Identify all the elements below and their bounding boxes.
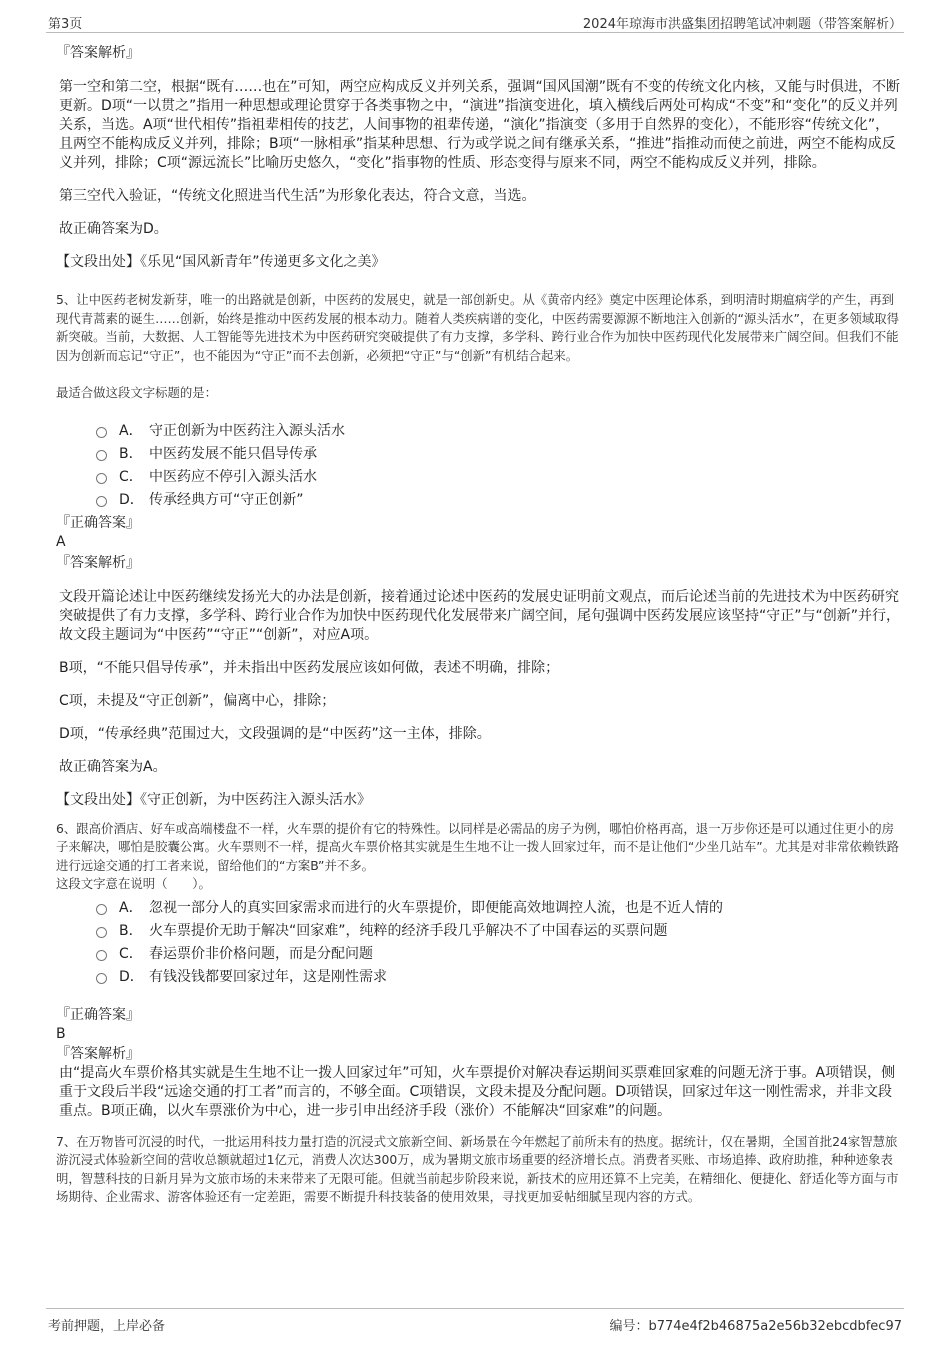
option-text: 守正创新为中医药注入源头活水 (149, 423, 345, 439)
option-text: 有钱没钱都要回家过年，这是刚性需求 (149, 969, 387, 985)
page-footer (46, 1308, 904, 1335)
option-text: 中医药发展不能只倡导传承 (149, 446, 317, 462)
q4-analysis-paragraph: 第三空代入验证，“传统文化照进当代生活”为形象化表达，符合文意，当选。 (59, 188, 536, 204)
q5-option-a[interactable] (96, 419, 902, 442)
q5-answer-label: 『正确答案』 (56, 514, 140, 531)
document-body (56, 44, 902, 1207)
option-letter: D． (119, 969, 144, 985)
q6-answer-label: 『正确答案』 (56, 1006, 140, 1023)
q6-answer: B (56, 1025, 66, 1042)
q7-stem: 7、在万物皆可沉浸的时代，一批运用科技力量打造的沉浸式文旅新空间、新场景在今年燃起了前所未有的热度。据统计，仅在暑期，全国首批24家智慧旅游沉浸式体验新空间的营收总额就超过1亿元，消费人次达300万，成为暑期文旅市场重要的经济增长点。消费者买账、市场追捧、政府助推，种种迹象表明，智慧科技的日新月异为文旅市场的未来带来了无限可能。但就当前起步阶段来说，新技术的应用还算不上完美，在精细化、便捷化、舒适化等方面与市场期待、企业需求、游客体验还有一定差距，需要不断提升科技装备的使用效果，寻找更加妥帖细腻呈现内容的方式。 (56, 1133, 899, 1204)
option-letter: A． (119, 900, 143, 916)
page-number: 第3页 (48, 17, 83, 32)
footer-slogan: 考前押题，上岸必备 (48, 1319, 166, 1334)
q5-option-c[interactable] (96, 465, 902, 488)
q4-answer-line: 故正确答案为D。 (59, 221, 168, 237)
q4-source: 【文段出处】《乐见“国风新青年”传递更多文化之美》 (56, 254, 386, 270)
option-text: 中医药应不停引入源头活水 (149, 469, 317, 485)
radio-icon[interactable] (96, 973, 107, 984)
q6-option-d[interactable] (96, 965, 902, 988)
option-text: 火车票提价无助于解决“回家难”，纯粹的经济手段几乎解决不了中国春运的买票问题 (149, 923, 668, 939)
radio-icon[interactable] (96, 904, 107, 915)
option-text: 忽视一部分人的真实回家需求而进行的火车票提价，即便能高效地调控人流，也是不近人情的 (149, 900, 723, 916)
radio-icon[interactable] (96, 427, 107, 438)
radio-icon[interactable] (96, 496, 107, 507)
q5-answer-line: 故正确答案为A。 (59, 758, 167, 775)
q6-analysis-label: 『答案解析』 (56, 1045, 140, 1062)
option-letter: C． (119, 469, 143, 485)
option-letter: C． (119, 946, 143, 962)
radio-icon[interactable] (96, 450, 107, 461)
radio-icon[interactable] (96, 950, 107, 961)
q5-question: 最适合做这段文字标题的是： (56, 385, 218, 400)
q6-option-a[interactable] (96, 896, 902, 919)
radio-icon[interactable] (96, 473, 107, 484)
page-header (46, 10, 904, 33)
q5-option-d[interactable] (96, 488, 902, 511)
q5-stem: 5、让中医药老树发新芽，唯一的出路就是创新，中医药的发展史，就是一部创新史。从《黄帝内经》奠定中医理论体系，到明清时期瘟病学的产生，再到现代青蒿素的诞生……创新，始终是推动中医药发展的根本动力。随着人类疾病谱的变化，中医药需要源源不断地注入创新的“源头活水”，在更多领域取得新突破。当前，大数据、人工智能等先进技术为中医药研究突破提供了有力支撑，多学科、跨行业合作为加快中医药现代化发展带来广阔空间。但我们不能因为创新而忘记“守正”，也不能因为“守正”而不去创新，必须把“守正”与“创新”有机结合起来。 (56, 292, 900, 363)
q5-options (56, 419, 902, 511)
q5-source: 【文段出处】《守正创新，为中医药注入源头活水》 (56, 791, 371, 808)
option-letter: D． (119, 492, 144, 508)
q4-analysis-label: 『答案解析』 (56, 45, 140, 61)
q5-analysis-paragraph: 文段开篇论述让中医药继续发扬光大的办法是创新，接着通过论述中医药的发展史证明前文观点，而后论述当前的先进技术为中医药研究突破提供了有力支撑，多学科、跨行业合作为加快中医药现代化发展带来广阔空间，尾句强调中医药发展应该坚持“守正”与“创新”并行，故文段主题词为“中医药”“守正”“创新”，对应A项。 (59, 588, 901, 643)
q6-option-c[interactable] (96, 942, 902, 965)
option-text: 春运票价非价格问题，而是分配问题 (149, 946, 373, 962)
q5-analysis-paragraph: B项，“不能只倡导传承”，并未指出中医药发展应该如何做，表述不明确，排除； (59, 659, 560, 676)
document-code: 编号：b774e4f2b46875a2e56b32ebcdbfec97 (609, 1319, 902, 1334)
option-letter: A． (119, 423, 143, 439)
option-letter: B． (119, 923, 143, 939)
q5-analysis-paragraph: D项，“传承经典”范围过大，文段强调的是“中医药”这一主体，排除。 (59, 725, 491, 742)
radio-icon[interactable] (96, 927, 107, 938)
document-title: 2024年琼海市洪盛集团招聘笔试冲刺题（带答案解析） (582, 17, 902, 32)
q6-option-b[interactable] (96, 919, 902, 942)
option-letter: B． (119, 446, 143, 462)
option-text: 传承经典方可“守正创新” (149, 492, 304, 508)
q5-answer: A (56, 533, 66, 550)
q5-option-b[interactable] (96, 442, 902, 465)
q6-stem: 6、跟高价酒店、好车或高端楼盘不一样，火车票的提价有它的特殊性。以同样是必需品的房子为例，哪怕价格再高，退一万步你还是可以通过住更小的房子来解决，哪怕是胶囊公寓。火车票则不一样，提高火车票价格其实就是生生地不让一拨人回家过年，而不是让他们“少坐几站车”。尤其是对非常依赖铁路进行远途交通的打工者来说，留给他们的“方案B”并不多。 (56, 820, 900, 873)
q6-question: 这段文字意在说明（ ）。 (56, 876, 211, 891)
q5-analysis-paragraph: C项，未提及“守正创新”，偏离中心，排除； (59, 692, 336, 709)
q4-analysis-paragraph: 第一空和第二空，根据“既有……也在”可知，两空应构成反义并列关系，强调“国风国潮”既有不变的传统文化内核，又能与时俱进，不断更新。D项“一以贯之”指用一种思想或理论贯穿于各类事物之中，“演进”指演变进化，填入横线后两处可构成“不变”和“变化”的反义并列关系，当选。A项“世代相传”指祖辈相传的技艺，人间事物的祖辈传递，“演化”指演变（多用于自然界的变化），不能形容“传统文化”，且两空不能构成反义并列，排除；B项“一脉相承”指某种思想、行为或学说之间有继承关系，“推进”指推动而使之前进，两空不能构成反义并列，排除；C项“源远流长”比喻历史悠久，“变化”指事物的性质、形态变得与原来不同，两空不能构成反义并列，排除。 (59, 79, 901, 171)
q6-analysis-paragraph: 由“提高火车票价格其实就是生生地不让一拨人回家过年”可知，火车票提价对解决春运期间买票难回家难的问题无济于事。A项错误，侧重于文段后半段“远途交通的打工者”而言的，不够全面。C项错误，文段未提及分配问题。D项错误，回家过年这一刚性需求，并非文段重点。B项正确，以火车票涨价为中心，进一步引申出经济手段（涨价）不能解决“回家难”的问题。 (59, 1064, 896, 1119)
q6-options (56, 896, 902, 988)
q5-analysis-label: 『答案解析』 (56, 554, 140, 571)
